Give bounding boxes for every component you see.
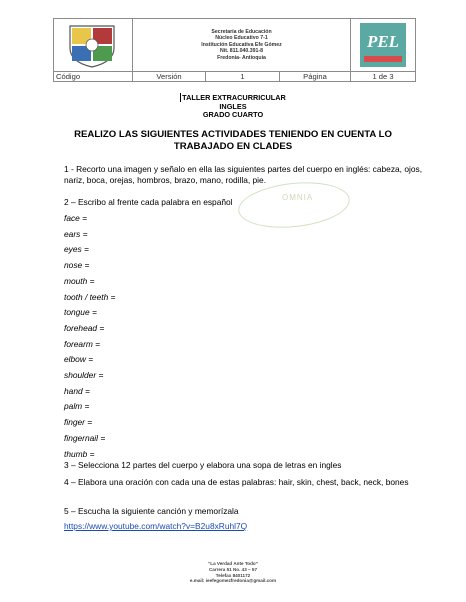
pagina-value: 1 de 3 xyxy=(351,72,416,82)
meta-middle xyxy=(133,72,351,82)
document-meta-row xyxy=(54,72,416,82)
codigo-label: Código xyxy=(54,72,133,82)
institution-line: Fredonia- Antioquia xyxy=(217,54,266,61)
pagina-label: Página xyxy=(303,72,327,81)
vocab-item: shoulder = xyxy=(64,370,104,380)
version-value: 1 xyxy=(206,72,280,81)
vocab-item: fingernail = xyxy=(64,432,106,443)
institution-info xyxy=(133,19,351,72)
grade-title: GRADO CUARTO xyxy=(202,110,264,119)
song-link[interactable]: https://www.youtube.com/watch?v=B2u8xRuhl7Q xyxy=(64,521,248,531)
footer-motto: “La Verdad Ante Todo” xyxy=(207,561,259,566)
activity-2: 2 – Escribo al frente cada palabra en español xyxy=(64,197,233,207)
activity-4: 4 – Elabora una oración con cada una de estas palabras: hair, skin, chest, back, neck, bones xyxy=(64,477,409,487)
vocab-item: eyes = xyxy=(64,244,89,255)
subject-title: INGLES xyxy=(219,101,247,111)
activity-1: 1 - Recorto una imagen y señalo en ella las siguientes partes del cuerpo en inglés: cabeza, ojos, nariz, boca, orejas, hombros, brazo, mano, rodilla, pie. xyxy=(64,164,423,185)
document-header xyxy=(53,18,416,82)
institution-line: Núcleo Educativo 7-1 xyxy=(215,35,268,42)
watermark-text: OMNIA xyxy=(282,193,314,202)
vocab-item: tooth / teeth = xyxy=(64,291,116,302)
institution-line: Nit. 811.040.391-8 xyxy=(220,48,263,55)
vocab-item: face = xyxy=(64,213,88,223)
activity-5: 5 – Escucha la siguiente canción y memorízala xyxy=(64,506,239,516)
vocab-item: elbow = xyxy=(64,354,94,365)
footer-address: Carrera 51 No. 43 – 57 xyxy=(208,566,257,572)
document-footer xyxy=(0,561,466,584)
workshop-title-text: TALLER EXTRACURRICULAR xyxy=(182,93,286,102)
header-table xyxy=(53,18,416,82)
school-logo-cell xyxy=(54,19,133,72)
vocab-item: hand = xyxy=(64,385,90,396)
pel-logo-text: PEL xyxy=(366,32,400,51)
pel-logo-icon xyxy=(360,23,406,67)
vocab-item: palm = xyxy=(64,401,90,412)
vocab-item: forearm = xyxy=(64,338,101,349)
vocab-item: mouth = xyxy=(64,275,95,286)
vocab-item: forehead = xyxy=(64,322,105,333)
school-crest-icon xyxy=(66,22,118,68)
main-heading: REALIZO LAS SIGUIENTES ACTIVIDADES TENIENDO EN CUENTA LO TRABAJADO EN CLADES xyxy=(74,129,392,152)
vocab-item: tongue = xyxy=(64,307,97,318)
title-block xyxy=(0,94,466,120)
institution-line: Secretaría de Educación xyxy=(211,28,272,35)
vocab-item: ears = xyxy=(64,228,88,239)
vocab-item: nose = xyxy=(64,260,90,271)
version-label: Versión xyxy=(133,72,206,81)
vocab-item: thumb = xyxy=(64,448,95,459)
activity-3: 3 – Selecciona 12 partes del cuerpo y elabora una sopa de letras en ingles xyxy=(64,460,342,470)
meta-subtable xyxy=(133,72,350,81)
footer-email: e.mail: ieefegomezfredonia@gmail.com xyxy=(189,578,277,584)
pel-logo-cell xyxy=(351,19,416,72)
footer-phone: Telefax 8401172 xyxy=(215,572,251,578)
vocab-item: finger = xyxy=(64,417,93,428)
institution-line: Institución Educativa Efe Gómez xyxy=(201,41,282,48)
